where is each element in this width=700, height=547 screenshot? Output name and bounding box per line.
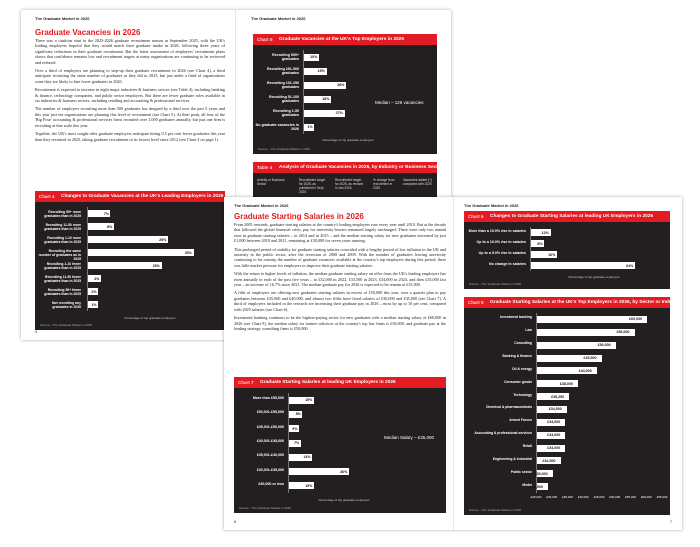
data-label: 15% — [317, 69, 325, 73]
running-header: The Graduate Market in 2026 — [251, 16, 306, 21]
category-label: Recruiting 500+ graduates — [272, 53, 299, 61]
paragraph: The number of employers recruiting more than 500 graduates has dropped by a third over the past 5 years and this year just ten organisations are planning this level of recruitment (see Chart 5). At their peak, all four of the 'Big Four' accounting & professional services firms recruited over 1,000 graduates annually, but just one firm is recruiting at that scale this year. — [35, 106, 225, 128]
data-label: 28% — [337, 83, 345, 87]
category-label: £30,000 or less — [258, 481, 284, 486]
chart-title: Graduate Vacancies at the UK's Top Employers in 2026 — [279, 37, 405, 42]
paragraph: Over a third of employers are planning to step-up their graduate recruitment in 2026 (see Chart 4), a third anticipate recruiting the same number of graduates as they did in 2025, but just under a third of organisations warn they are likely to hire fewer graduates in 2026. — [35, 68, 225, 84]
table-title: Analysis of Graduate Vacancies in 2026, by Industry or Business Sector — [279, 165, 443, 170]
table-tag: Table 4 — [257, 165, 273, 170]
paragraph: From 2005 onwards, graduate starting salaries at the country's leading employers rose every year until 2010. But at the decade that followed the global financial crisis, pay for university-leavers remained largely unchanged. There were only two annual rises in graduate starting salaries – in 2014 and in 2015 – and the median starting salary for new graduates increased by just £1,000 between 2010 and 2021, remaining at £30,000 for seven years running. — [234, 222, 446, 244]
data-label: 25% — [159, 237, 167, 242]
chart-tag: Chart 9 — [468, 300, 484, 305]
axis-line — [303, 50, 304, 134]
chart-source: Source – The Graduate Market in 2026 — [258, 147, 310, 151]
category-label: Armed Forces — [509, 418, 532, 423]
axis-label: Percentage of top graduate employers — [322, 138, 374, 142]
data-label: 12% — [541, 230, 549, 235]
data-label: £34,000 — [547, 433, 561, 438]
category-label: More than £55,000 — [252, 396, 284, 401]
section-title: Graduate Starting Salaries in 2026 — [234, 212, 364, 221]
data-label: £38,000 — [559, 381, 573, 386]
paragraph: Together, the UK's most sought-after graduate employers anticipate hiring 0.5 per cent fewer graduates this year than they recruited in 2025, taking graduate recruitment to its lowest level since 2012 (see Chart 4 on page 1). — [35, 131, 225, 142]
data-label: 16% — [548, 252, 556, 257]
category-label: Not recruiting any graduates in 2026 — [51, 300, 81, 309]
data-label: 8% — [295, 412, 301, 417]
axis-label: Percentage of top graduate employers — [318, 498, 370, 502]
category-label: Recruiting 50+ fewer graduates than in 2025 — [44, 287, 81, 296]
category-label: £30,001-£35,000 — [256, 467, 284, 472]
category-label: Law — [525, 328, 532, 333]
tick-label: £50,000 — [609, 495, 621, 499]
category-label: Up to a 5.0% rise in salaries — [478, 250, 526, 255]
axis-label: Percentage of top graduate employers — [124, 316, 176, 320]
data-label: £32,500 — [542, 458, 556, 463]
paragraph: There was a cautious start to the 2025-2026 graduate recruitment season in September 2025, with the UK's leading employers hopeful that they would match their graduate intake in 2026, following three years of significant reductions in their graduate recruitment. But the latest assessment of employers' recruitment plans shows that confidence remains low and recruitment targets at many organisations are continuing to be reviewed and reduced. — [35, 38, 225, 65]
data-label: 15% — [305, 483, 313, 488]
data-label: 14% — [303, 455, 311, 460]
spine — [453, 197, 454, 530]
data-label: 27% — [335, 111, 343, 115]
data-label: 15% — [305, 398, 313, 403]
data-label: 4% — [94, 276, 100, 281]
data-label: £44,000 — [578, 368, 592, 373]
chart-source: Source – The Graduate Market in 2026 — [40, 323, 92, 327]
data-label: £34,500 — [548, 407, 562, 412]
category-label: Recruiting 11-50 fewer graduates than in 2025 — [44, 274, 81, 283]
chart-source: Source – The Graduate Market in 2026 — [239, 506, 291, 510]
data-label: £34,000 — [547, 446, 561, 450]
category-label: Chemical & pharmaceuticals — [485, 405, 532, 410]
category-label: More than a 10.0% rise in salaries — [468, 228, 526, 233]
data-label: 2% — [91, 289, 97, 294]
category-label: Up to a 10.0% rise in salaries — [476, 239, 526, 244]
category-label: No change in salaries — [489, 261, 526, 266]
running-header: The Graduate Market in 2026 — [234, 203, 289, 208]
body-text — [234, 222, 446, 374]
data-label: £28,500 — [529, 484, 543, 489]
bar — [531, 262, 635, 268]
data-label: 1% — [307, 125, 313, 129]
chart-tag: Chart 4 — [39, 194, 55, 199]
data-label: 33% — [184, 250, 192, 255]
axis-label: Percentage of top graduate employers — [568, 275, 620, 279]
tick-label: £25,000 — [530, 495, 542, 499]
category-label: Technology — [513, 392, 532, 397]
data-label: 8% — [537, 241, 543, 246]
chart-5 — [253, 34, 437, 154]
median-note: Median – 126 vacancies — [375, 100, 424, 105]
category-label: Recruiting 51-100 graduates — [269, 95, 299, 103]
data-label: £34,000 — [547, 420, 561, 425]
table-column-header: Recruitment target for 2026, as published in Sept 2025 — [299, 178, 326, 194]
tick-label: £65,000 — [656, 495, 668, 499]
category-label: Recruiting 1-50 graduates — [273, 109, 299, 117]
category-label: £40,001-£45,000 — [256, 439, 284, 443]
category-label: Retail — [522, 444, 532, 448]
bar — [88, 262, 162, 269]
data-label: 36% — [340, 469, 348, 474]
tick-label: £55,000 — [625, 495, 636, 499]
running-header: The Graduate Market in 2026 — [464, 203, 519, 208]
data-label: 1% — [91, 302, 97, 307]
table-column-header: Activity or Business Sector — [257, 178, 285, 186]
page-number: 6 — [234, 519, 237, 524]
body-text — [35, 38, 225, 190]
tick-label: £45,000 — [593, 495, 605, 499]
table-column-header: % change from recruitment in 2025 — [373, 178, 395, 190]
tick-label: £40,000 — [577, 495, 589, 499]
chart-6 — [464, 211, 670, 289]
table-header-wrap — [253, 162, 443, 173]
paragraph: This prolonged period of stability for graduate starting salaries coincided with a lengthy period of low inflation in the UK and austerity in the public sector, after the recession of 2008 and 2009. With the number of graduates leaving university continuing to far outstrip the number of graduate vacancies available at the country's top employers during this period, there was little market pressure for employers to improve their graduate starting salaries. — [234, 246, 446, 268]
table-column-header: Vacancies added (+) compared with 2025 — [403, 178, 433, 186]
chart-tag: Chart 5 — [257, 37, 273, 42]
chart-4 — [35, 191, 225, 330]
section-title: Graduate Vacancies in 2026 — [35, 28, 141, 37]
chart-title: Graduate Starting Salaries at the UK's Top Employers in 2026, by Sector or Industry — [490, 300, 681, 305]
category-label: £45,001-£50,000 — [256, 424, 284, 429]
category-label: £35,001-£40,000 — [256, 453, 284, 458]
data-label: 64% — [626, 263, 634, 268]
chart-9 — [464, 297, 681, 515]
data-label: 23% — [152, 263, 160, 268]
chart-title: Graduate Starting Salaries at leading UK Employers in 2026 — [260, 380, 396, 385]
category-label: Recruiting the same number of graduates as in 2025 — [38, 248, 81, 261]
data-label: £35,250 — [551, 394, 565, 399]
bar — [88, 249, 194, 256]
data-label: 7% — [103, 211, 109, 216]
category-label: Media — [522, 482, 532, 487]
chart-tag: Chart 7 — [238, 380, 254, 385]
category-label: No graduate vacancies in 2026 — [255, 123, 299, 131]
category-label: Consulting — [514, 341, 532, 346]
category-label: Banking & finance — [502, 354, 532, 358]
category-label: Accounting & professional services — [474, 431, 532, 436]
category-label: Oil & energy — [512, 366, 532, 371]
category-label: Public sector — [510, 469, 532, 474]
data-label: £50,000 — [597, 343, 611, 348]
page-number: 7 — [669, 519, 672, 524]
category-label: Recruiting 50+ more graduates than in 2025 — [44, 209, 81, 218]
category-label: Recruiting 1-10 more graduates than in 2025 — [44, 235, 81, 244]
chart-tag: Chart 6 — [468, 214, 484, 219]
chart-source: Source – The Graduate Market in 2026 — [469, 508, 521, 512]
paragraph: Recruitment is expected to increase in eight major industries & business sectors (see Table 4), including banking & finance, technology companies, and public sector employers. But there are fewer graduate roles available in six industries & business sectors, including retailing and accounting & professional services. — [35, 87, 225, 104]
running-header: The Graduate Market in 2026 — [35, 16, 90, 21]
paragraph: Investment banking continues to be the highest-paying sector for new graduates with a median starting salary of £60,000 in 2026 (see Chart 9), the median salary for trainee solicitors at the country's top law firms is £56,000, and graduate pay at the leading strategy consulting firms is £50,000. — [234, 315, 446, 331]
data-label: £56,000 — [616, 330, 630, 335]
axis-line — [536, 313, 537, 493]
category-label: Investment banking — [500, 315, 532, 320]
table-column-header: Recruitment target for 2026, as revised in Jan 2026 — [335, 178, 363, 190]
data-label: 18% — [322, 97, 330, 101]
category-label: £50,001-£55,000 — [256, 410, 284, 415]
category-label: Engineering & industrial — [492, 456, 532, 461]
category-label: Consumer goods — [504, 379, 532, 384]
chart-title: Changes to Graduate Vacancies at the UK's Leading Employers in 2026 — [61, 194, 224, 199]
category-label: Recruiting 101-250 graduates — [267, 81, 299, 89]
tick-label: £30,000 — [546, 495, 558, 499]
data-label: 8% — [107, 224, 113, 229]
chart-title: Changes to Graduate Starting Salaries at leading UK Employers in 2026 — [490, 214, 654, 219]
paragraph: With the return to higher levels of inflation, the median graduate starting salary on offer from the UK's leading employers has risen annually in each of the past five years – to £32,000 in 2022, £33,500 in 2023, £34,000 in 2024, and then £35,000 last year – an increase of 16.7% since 2021. The median graduate pay for 2026 is expected to be remain at £35,000. — [234, 271, 446, 288]
page-number: 4 — [35, 329, 38, 334]
data-label: 7% — [294, 441, 300, 445]
median-note: Median Salary – £35,000 — [384, 435, 435, 440]
chart-source: Source – The Graduate Market in 2026 — [469, 282, 521, 286]
data-label: £45,500 — [583, 356, 597, 360]
category-label: Recruiting 11-50 more graduates than in 2025 — [44, 222, 81, 231]
data-label: £60,000 — [629, 317, 643, 322]
tick-label: £35,000 — [562, 495, 573, 499]
paragraph: A fifth of employers are offering new graduates starting salaries in excess of £50,000 this year, over a quarter plan to pay graduates between £35,000 and £40,000, and almost two fifths have fixed salaries of £30,000 and £35,000 (see Chart 7). A third of employers included in the research are increasing their graduate pay in 2026 – most by up to 10 per cent, compared with 2025 salaries (see Chart 6). — [234, 290, 446, 312]
tick-label: £60,000 — [640, 495, 652, 499]
data-label: 6% — [292, 426, 298, 431]
category-label: Recruiting 251-500 graduates — [267, 67, 299, 75]
front-spread — [224, 197, 682, 530]
data-label: £30,000 — [534, 471, 548, 476]
category-label: Recruiting 1-10 fewer graduates than in 2025 — [44, 261, 81, 270]
chart-7 — [234, 377, 446, 513]
bar — [88, 236, 168, 243]
data-label: 10% — [310, 55, 318, 59]
